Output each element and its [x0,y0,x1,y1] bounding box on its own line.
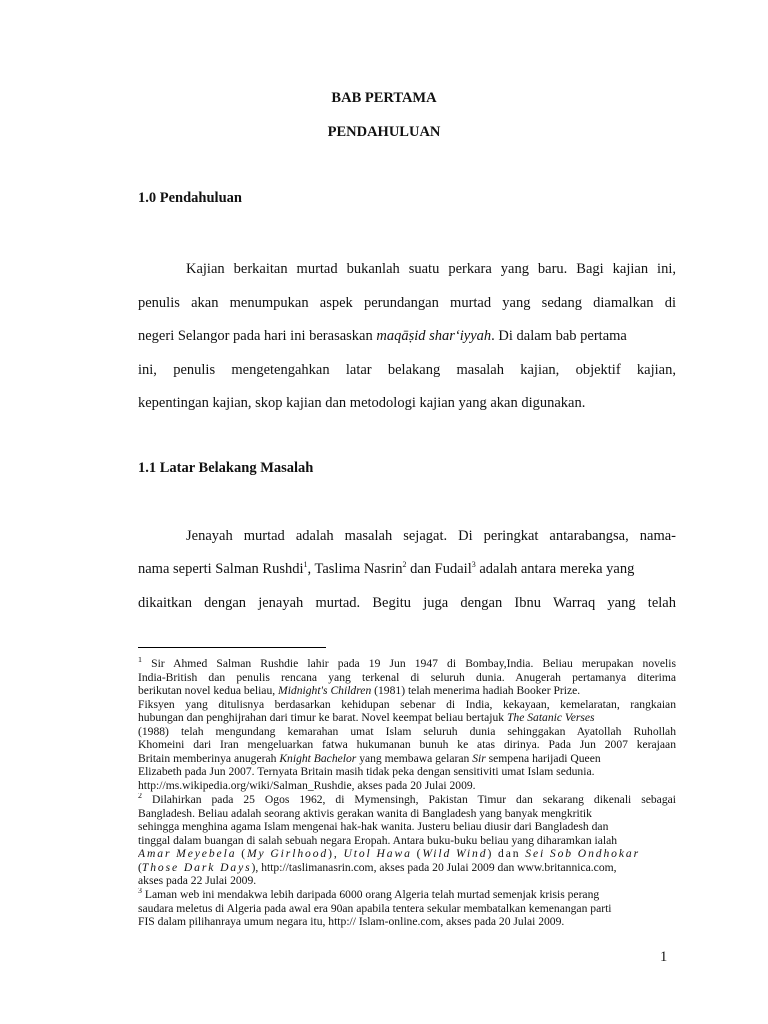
footnote-line: $^3$ Laman web ini mendakwa lebih daripada 6000 orang Algeria telah murtad semenjak krisis perang [138,888,600,901]
chapter-subtitle: PENDAHULUAN [327,124,441,140]
footnote-line: $^2$ Dilahirkan pada 25 Ogos 1962, di Mymensingh, Pakistan Timur dan sekarang dikenali sebagai [138,793,676,806]
footnote-ref: 3 [471,560,476,570]
italic-term: maqāṣid shar‘iyyah [376,328,492,344]
paragraph-line: dikaitkan dengan jenayah murtad. Begitu juga dengan Ibnu Warraq yang telah [138,595,676,611]
footnote-line: FIS dalam pilihanraya umum negara itu, http:// Islam-online.com, akses pada 20 Julai 2009. [138,915,565,928]
page-number: 1 [660,949,668,965]
footnote-line: (Those Dark Days), http://taslimanasrin.com, akses pada 20 Julai 2009 dan www.britannica.com, [138,860,617,874]
paragraph-line: kepentingan kajian, skop kajian dan metodologi kajian yang akan digunakan. [138,395,586,411]
footnote-line: sehingga menghina agama Islam mengenai hak-hak wanita. Justeru beliau diusir dari Bangladesh dan [138,820,609,833]
paragraph-line: Kajian berkaitan murtad bukanlah suatu perkara yang baru. Bagi kajian ini, [186,261,676,277]
footnote-ref: 2 [402,560,407,570]
footnote-line: (1988) telah mengundang kemarahan umat Islam seluruh dunia sehinggakan Ayatollah Ruhollah [138,724,676,738]
footnote-line: hubungan dan penghijrahan dari timur ke barat. Novel keempat beliau bertajuk The Satanic Verses [138,711,595,724]
paragraph-line: negeri Selangor pada hari ini berasaskan maqāṣid shar‘iyyah. Di dalam bab pertama [138,328,627,344]
paragraph-line: Jenayah murtad adalah masalah sejagat. Di peringkat antarabangsa, nama- [186,528,676,544]
footnote-ref: 1 [303,560,308,570]
paragraph-line: ini, penulis mengetengahkan latar belakang masalah kajian, objektif kajian, [138,362,676,378]
footnote-line: Bangladesh. Beliau adalah seorang aktivis gerakan wanita di Bangladesh yang banyak mengkritik [138,806,592,820]
footnote-line: http://ms.wikipedia.org/wiki/Salman_Rushdie, akses pada 20 Julai 2009. [138,778,476,792]
footnote-line: Fiksyen yang ditulisnya berdasarkan kehidupan sebenar di India, kekayaan, kemelaratan, rangkaian [138,697,676,711]
paragraph-line: penulis akan menumpukan aspek perundangan murtad yang sedang diamalkan di [138,295,676,311]
footnote-line: saudara meletus di Algeria pada awal era 90an apabila tentera sekular membatalkan kemenangan parti [138,901,612,915]
footnote-line: akses pada 22 Julai 2009. [138,874,257,887]
footnote-line: tinggal dalam buangan di salah sebuah negara Eropah. Antara buku-buku beliau yang diharamkan ialah [138,833,618,847]
paragraph-line: nama seperti Salman Rushdi$^1$, Taslima Nasrin$^2$ dan Fudail$^3$ adalah antara mereka yang [138,560,635,577]
footnote-line: India-British dan penulis rencana yang terkenal di seluruh dunia. Anugerah pertamanya diterima [138,670,676,684]
footnote-line: Khomeini dari Iran mengeluarkan fatwa hukumanan bunuh ke atas dirinya. Pada Jun 2007 kerajaan [138,738,676,751]
footnote-line: Amar Meyebela (My Girlhood), Utol Hawa (Wild Wind) dan Sei Sob Ondhokar [138,847,641,860]
footnote-line: $^1$ Sir Ahmed Salman Rushdie lahir pada 19 Jun 1947 di Bombay,India. Beliau merupakan novelis [138,657,676,670]
footnote-line: Britain memberinya anugerah Knight Bachelor yang membawa gelaran Sir sempena harijadi Queen [138,751,601,765]
chapter-title: BAB PERTAMA [331,90,437,106]
footnote-line: Elizabeth pada Jun 2007. Ternyata Britain masih tidak peka dengan sensitiviti umat Islam sedunia. [138,765,595,778]
footnote-separator [138,647,326,648]
section-heading-1-0: 1.0 Pendahuluan [138,190,242,206]
section-heading-1-1: 1.1 Latar Belakang Masalah [138,460,314,476]
footnote-line: berikutan novel kedua beliau, Midnight's Children (1981) telah menerima hadiah Booker Prize. [138,684,581,697]
